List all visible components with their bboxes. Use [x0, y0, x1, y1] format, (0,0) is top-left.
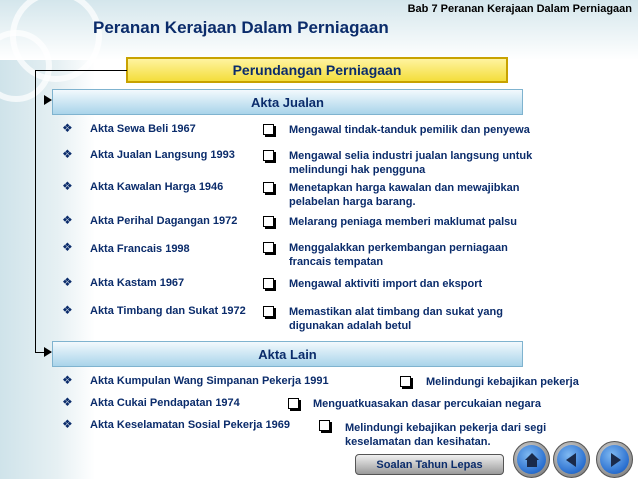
home-icon [525, 453, 539, 467]
checkbox-bullet-icon [288, 398, 299, 409]
diamond-bullet-icon: ❖ [62, 121, 73, 135]
act-description: Mengawal tindak-tanduk pemilik dan penyewa [289, 124, 530, 136]
back-button[interactable] [553, 441, 590, 478]
diamond-bullet-icon: ❖ [62, 373, 73, 387]
act-description: Mengawal selia industri jualan langsung untuk [289, 150, 533, 162]
section-label-jualan: Akta Jualan [251, 94, 324, 110]
act-name: Akta Jualan Langsung 1993 [90, 149, 235, 161]
section-label-lain: Akta Lain [258, 346, 317, 362]
home-button[interactable] [513, 441, 550, 478]
diamond-bullet-icon: ❖ [62, 213, 73, 227]
subtitle-text: Perundangan Perniagaan [232, 62, 402, 78]
soalan-tahun-lepas-button[interactable] [355, 454, 504, 475]
checkbox-bullet-icon [319, 420, 330, 431]
act-description: Menggalakkan perkembangan perniagaan [289, 242, 508, 254]
checkbox-bullet-icon [263, 278, 274, 289]
act-name: Akta Kastam 1967 [90, 277, 185, 289]
diamond-bullet-icon: ❖ [62, 395, 73, 409]
checkbox-bullet-icon [263, 182, 274, 193]
soalan-button-label: Soalan Tahun Lepas [376, 458, 483, 471]
checkbox-bullet-icon [263, 242, 274, 253]
act-name: Akta Perihal Dagangan 1972 [90, 215, 238, 227]
back-icon [566, 453, 576, 467]
act-description: Melarang peniaga memberi maklumat palsu [289, 216, 518, 228]
act-name: Akta Timbang dan Sukat 1972 [90, 305, 246, 317]
forward-icon [611, 453, 621, 467]
connector-bracket-lain [35, 100, 51, 353]
diamond-bullet-icon: ❖ [62, 147, 73, 161]
act-description: Melindungi kebajikan pekerja [426, 376, 579, 388]
checkbox-bullet-icon [400, 376, 411, 387]
diamond-bullet-icon: ❖ [62, 179, 73, 193]
checkbox-bullet-icon [263, 124, 274, 135]
act-description-line2: francais tempatan [289, 256, 384, 268]
checkbox-bullet-icon [263, 150, 274, 161]
act-name: Akta Kawalan Harga 1946 [90, 181, 224, 193]
act-description: Mengawal aktiviti import dan eksport [289, 278, 483, 290]
diamond-bullet-icon: ❖ [62, 275, 73, 289]
act-description-line2: melindungi hak pengguna [289, 164, 426, 176]
connector-arrow-lain [44, 347, 52, 357]
subtitle-banner [126, 57, 508, 83]
diamond-bullet-icon: ❖ [62, 417, 73, 431]
act-description-line2: digunakan adalah betul [289, 320, 412, 332]
section-header-jualan [52, 89, 523, 115]
act-name: Akta Sewa Beli 1967 [90, 123, 196, 135]
act-description: Menetapkan harga kawalan dan mewajibkan [289, 182, 520, 194]
forward-button[interactable] [596, 441, 633, 478]
act-name: Akta Francais 1998 [90, 243, 190, 255]
act-description: Menguatkuasakan dasar percukaian negara [313, 398, 542, 410]
section-header-lain [52, 341, 523, 367]
act-description-line2: keselamatan dan kesihatan. [345, 436, 491, 448]
act-name: Akta Keselamatan Sosial Pekerja 1969 [90, 419, 290, 431]
act-description: Memastikan alat timbang dan sukat yang [289, 306, 503, 318]
chapter-label: Bab 7 Peranan Kerajaan Dalam Perniagaan [407, 3, 632, 15]
act-name: Akta Kumpulan Wang Simpanan Pekerja 1991 [90, 375, 329, 387]
diamond-bullet-icon: ❖ [62, 240, 73, 254]
act-description-line2: pelabelan harga barang. [289, 196, 416, 208]
act-description: Melindungi kebajikan pekerja dari segi [345, 422, 547, 434]
checkbox-bullet-icon [263, 306, 274, 317]
page-title: Peranan Kerajaan Dalam Perniagaan [93, 18, 389, 37]
checkbox-bullet-icon [263, 216, 274, 227]
act-name: Akta Cukai Pendapatan 1974 [90, 397, 240, 409]
diamond-bullet-icon: ❖ [62, 303, 73, 317]
